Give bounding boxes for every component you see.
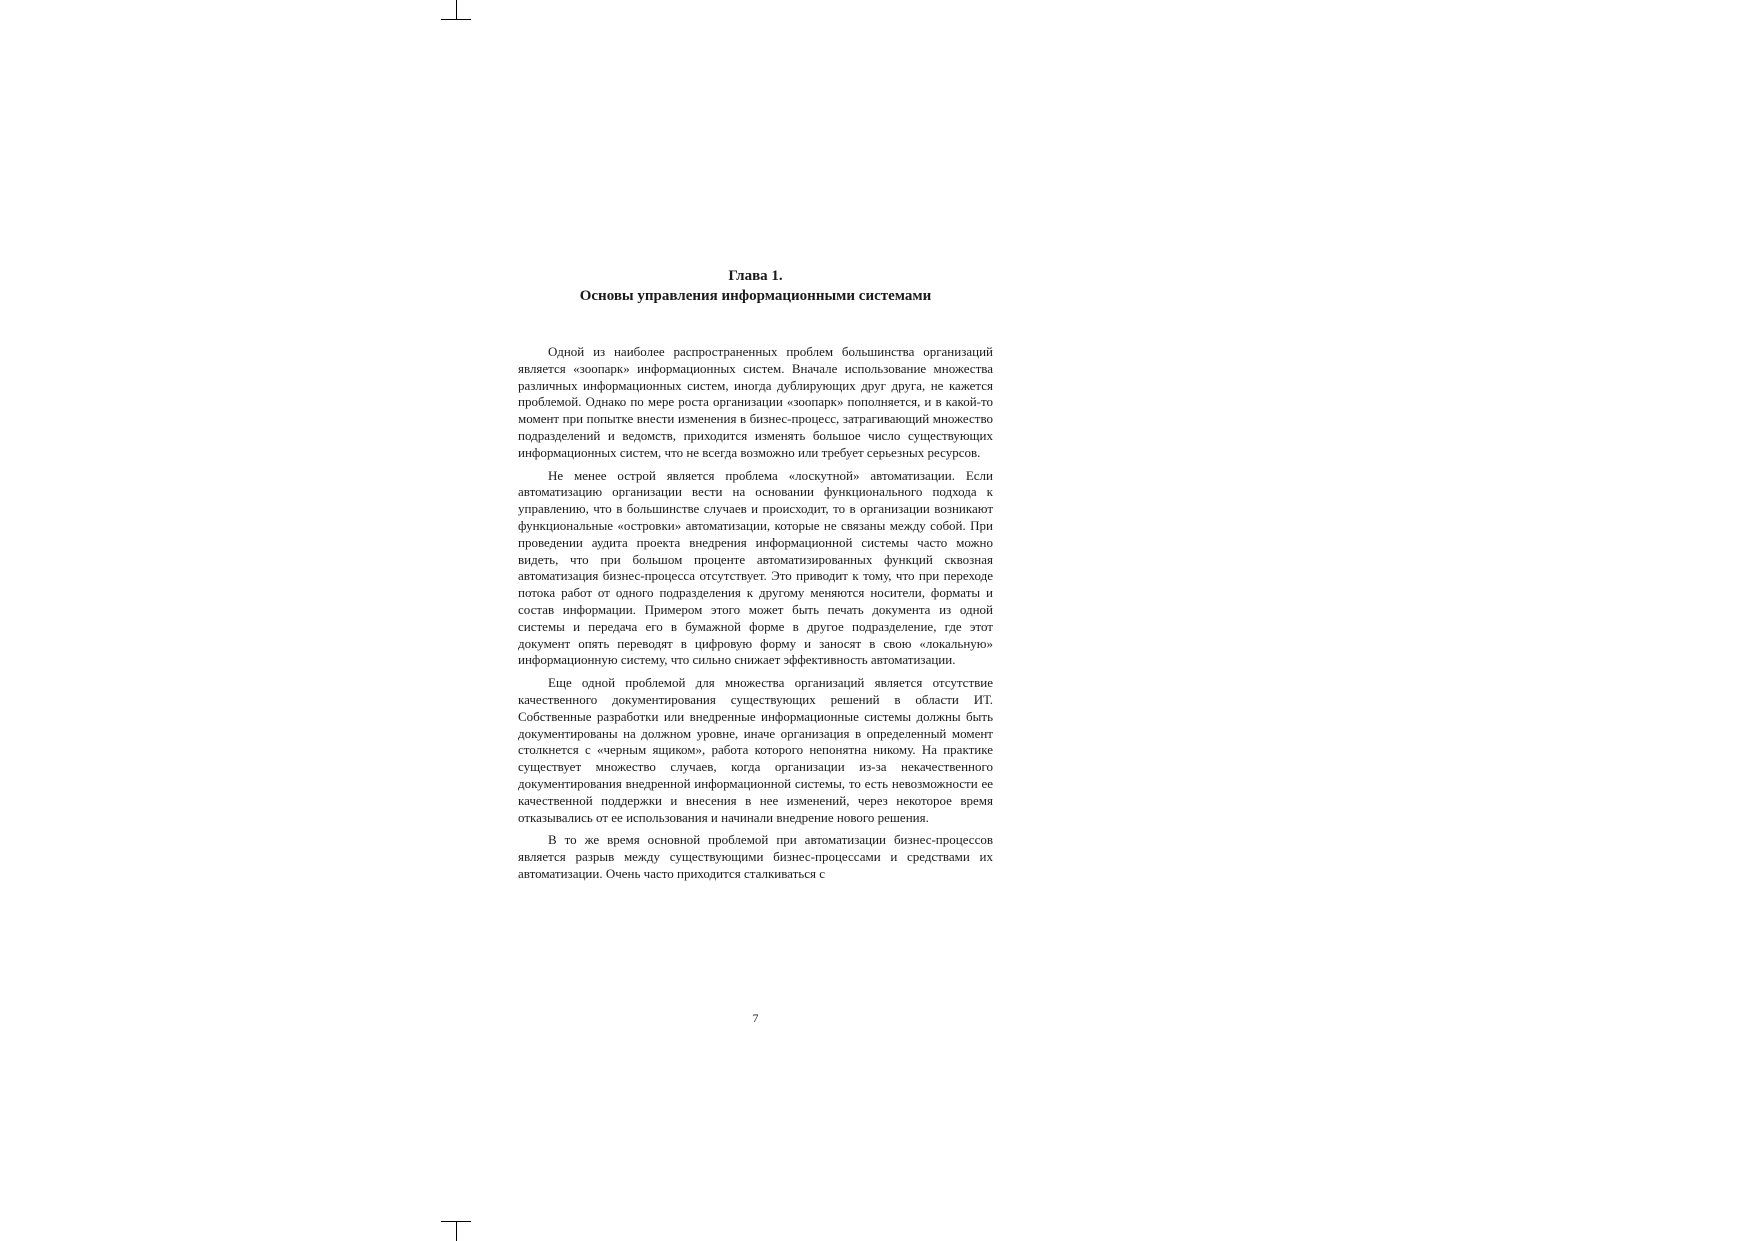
paragraph: Еще одной проблемой для множества организаций является отсутствие качественного документирования существующих решений в области ИТ. Собственные разработки или внедренные информационные системы должны быть документированы на должном уровне, иначе организация в определенный момент столкнется с «черным ящиком», работа которого непонятна никому. На практике существует множество случаев, когда организации из-за некачественного документирования внедренной информационной системы, то есть невозможности ее качественной поддержки и внесения в нее изменений, через некоторое время отказывались от ее использования и начинали внедрение нового решения. <box>518 675 993 825</box>
chapter-number: Глава 1. <box>728 268 783 284</box>
paragraph: Не менее острой является проблема «лоскутной» автоматизации. Если автоматизацию организации вести на основании функционального подхода к управлению, что в большинстве случаев и происходит, то в организации возникают функциональные «островки» автоматизации, которые не связаны между собой. При проведении аудита проекта внедрения информационной системы часто можно видеть, что при большом проценте автоматизированных функций сквозная автоматизация бизнес-процесса отсутствует. Это приводит к тому, что при переходе потока работ от одного подразделения к другому меняются носители, форматы и состав информации. Примером этого может быть печать документа из одной системы и передача его в бумажной форме в другое подразделение, где этот документ опять переводят в цифровую форму и заносят в свою «локальную» информационную систему, что сильно снижает эффективность автоматизации. <box>518 467 993 668</box>
page-content <box>518 266 993 883</box>
chapter-title: Основы управления информационными системами <box>579 288 932 304</box>
crop-mark-bottom-vertical <box>456 1221 457 1241</box>
paragraph: В то же время основной проблемой при автоматизации бизнес-процессов является разрыв между существующими бизнес-процессами и средствами их автоматизации. Очень часто приходится сталкиваться с <box>518 832 993 881</box>
body-text <box>518 344 993 883</box>
chapter-heading <box>518 266 993 306</box>
page-number: 7 <box>752 1011 759 1025</box>
crop-mark-top-vertical <box>456 0 457 19</box>
crop-mark-top-horizontal <box>441 19 471 20</box>
paragraph: Одной из наиболее распространенных проблем большинства организаций является «зоопарк» информационных систем. Вначале использование множества различных информационных систем, иногда дублирующих друг друга, не кажется проблемой. Однако по мере роста организации «зоопарк» пополняется, и в какой-то момент при попытке внести изменения в бизнес-процесс, затрагивающий множество подразделений и ведомств, приходится изменять большое число существующих информационных систем, что не всегда возможно или требует серьезных ресурсов. <box>518 344 993 460</box>
